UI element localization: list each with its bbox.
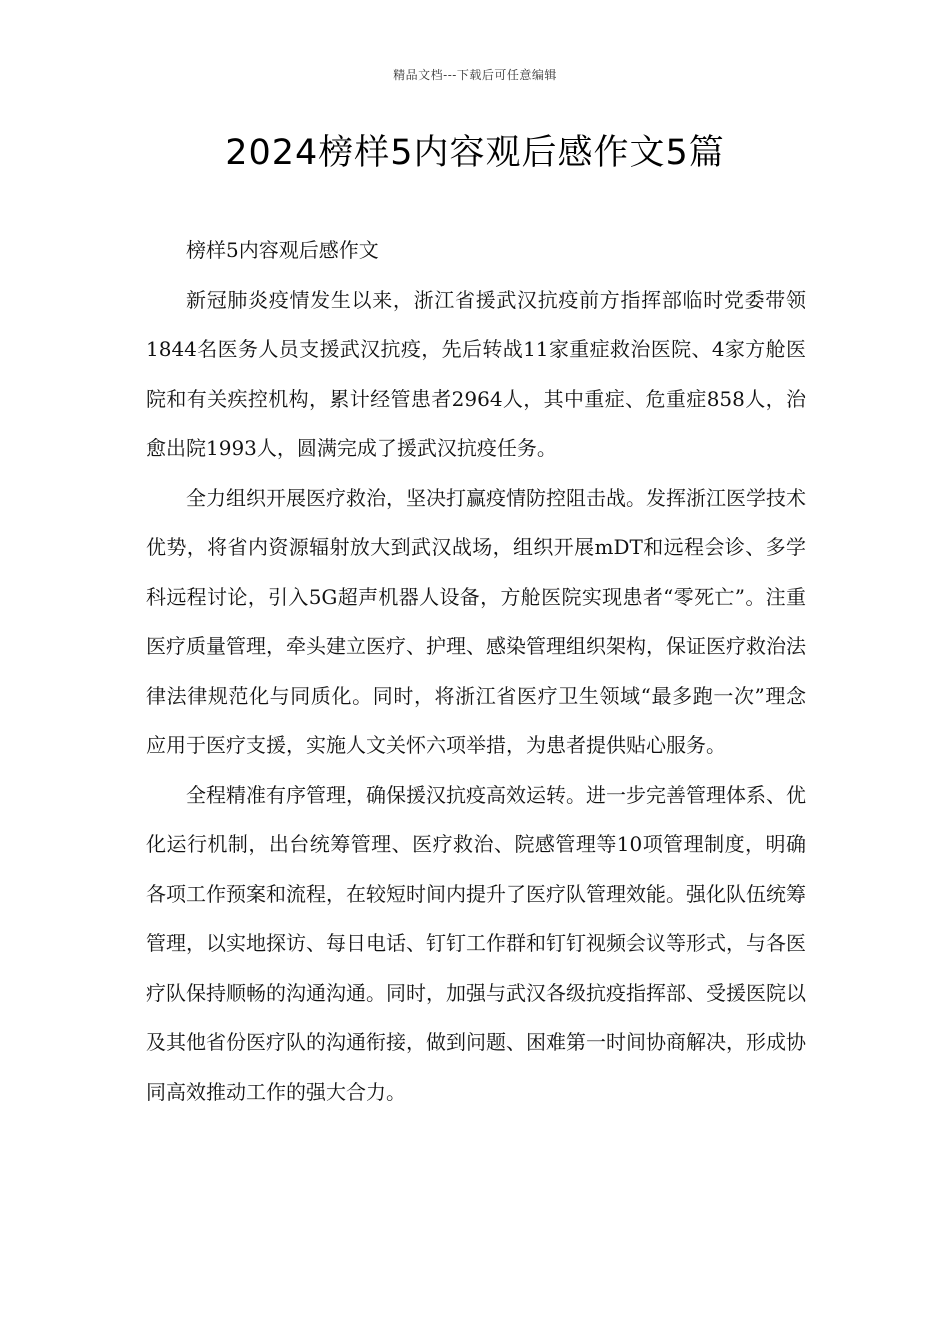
paragraph: 全力组织开展医疗救治，坚决打赢疫情防控阻击战。发挥浙江医学技术优势，将省内资源辐射放大到武汉战场，组织开展mDT和远程会诊、多学科远程讨论，引入5G超声机器人设备，方舱医院实现患者“零死亡”。注重医疗质量管理，牵头建立医疗、护理、感染管理组织架构，保证医疗救治法律法律规范化与同质化。同时，将浙江省医疗卫生领域“最多跑一次”理念应用于医疗支援，实施人文关怀六项举措，为患者提供贴心服务。 <box>146 485 806 757</box>
document-body <box>146 226 806 1117</box>
document-title: 2024榜样5内容观后感作文5篇 <box>225 133 725 173</box>
header-note: 精品文档---下载后可任意编辑 <box>393 68 557 82</box>
paragraph: 全程精准有序管理，确保援汉抗疫高效运转。进一步完善管理体系、优化运行机制，出台统筹管理、医疗救治、院感管理等10项管理制度，明确各项工作预案和流程，在较短时间内提升了医疗队管理效能。强化队伍统筹管理，以实地探访、每日电话、钉钉工作群和钉钉视频会议等形式，与各医疗队保持顺畅的沟通沟通。同时，加强与武汉各级抗疫指挥部、受援医院以及其他省份医疗队的沟通衔接，做到问题、困难第一时间协商解决，形成协同高效推动工作的强大合力。 <box>146 782 806 1104</box>
paragraph: 新冠肺炎疫情发生以来，浙江省援武汉抗疫前方指挥部临时党委带领1844名医务人员支援武汉抗疫，先后转战11家重症救治医院、4家方舱医院和有关疾控机构，累计经管患者2964人，其中重症、危重症858人，治愈出院1993人，圆满完成了援武汉抗疫任务。 <box>146 287 806 460</box>
paragraph-subtitle: 榜样5内容观后感作文 <box>186 238 379 262</box>
